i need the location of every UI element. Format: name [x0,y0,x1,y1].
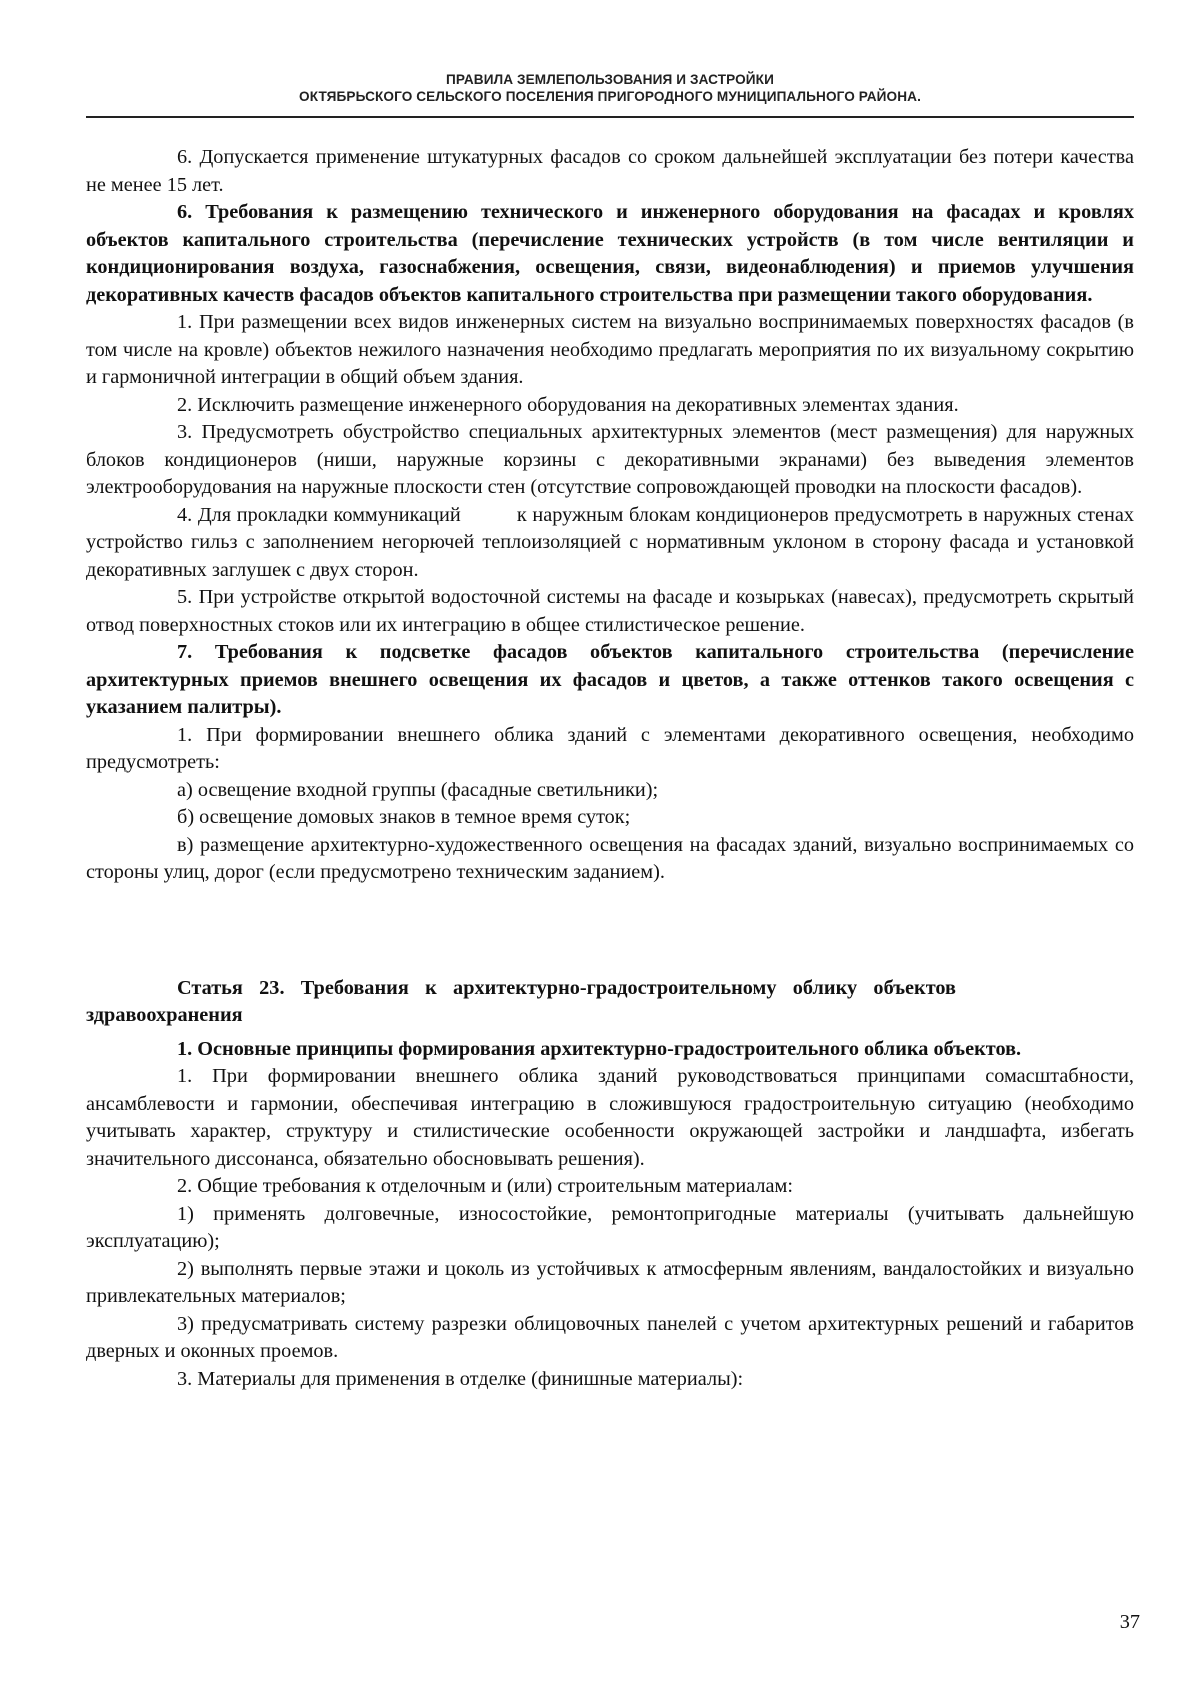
article-title: Статья 23. Требования к архитектурно-градостроительному облику объектов здравоохранения [86,976,956,1026]
header-line-2: ОКТЯБРЬСКОГО СЕЛЬСКОГО ПОСЕЛЕНИЯ ПРИГОРОДНОГО МУНИЦИПАЛЬНОГО РАЙОНА. [299,89,921,104]
document-body [86,144,1140,1393]
header-line-1: ПРАВИЛА ЗЕМЛЕПОЛЬЗОВАНИЯ И ЗАСТРОЙКИ [446,72,774,87]
paragraph-equipment-5: 5. При устройстве открытой водосточной системы на фасаде и козырьках (навесах), предусмотреть скрытый отвод поверхностных стоков или их интеграцию в общее стилистическое решение. [86,586,1134,636]
paragraph-principles-3: 3. Материалы для применения в отделке (финишные материалы): [177,1367,744,1390]
header-divider [86,116,1134,118]
page-number: 37 [1119,1611,1140,1633]
paragraph-equipment-1: 1. При размещении всех видов инженерных систем на визуально воспринимаемых поверхностях фасадов (в том числе на кровле) объектов нежилого назначения необходимо предлагать мероприятия по их визуальному сокрытию и гармоничной интеграции в общий объем здания. [86,311,1134,388]
list-item-materials-1: 1) применять долговечные, износостойкие, ремонтопригодные материалы (учитывать дальнейшую эксплуатацию); [86,1202,1134,1252]
paragraph-equipment-3: 3. Предусмотреть обустройство специальных архитектурных элементов (мест размещения) для наружных блоков кондиционеров (ниши, наружные корзины с декоративными экранами) без выведения элементов электрооборудования на наружные плоскости стен (отсутствие сопровождающей проводки на плоскости фасадов). [86,421,1134,498]
section-heading-principles: 1. Основные принципы формирования архитектурно-градостроительного облика объектов. [177,1037,1022,1060]
paragraph-facade-plaster: 6. Допускается применение штукатурных фасадов со сроком дальнейшей эксплуатации без потери качества не менее 15 лет. [86,146,1134,196]
section-heading-lighting: 7. Требования к подсветке фасадов объектов капитального строительства (перечисление архитектурных приемов внешнего освещения их фасадов и цветов, а также оттенков такого освещения с указанием палитры). [86,641,1134,718]
paragraph-principles-1: 1. При формировании внешнего облика зданий руководствоваться принципами сомасштабности, ансамблевости и гармонии, обеспечивая интеграцию в сложившуюся градостроительную ситуацию (необходимо учитывать характер, структуру и стилистические особенности окружающей застройки и ландшафта, избегать значительного диссонанса, обязательно обосновывать решения). [86,1065,1134,1170]
list-item-lighting-b: б) освещение домовых знаков в темное время суток; [177,806,631,828]
list-item-materials-3: 3) предусматривать систему разрезки облицовочных панелей с учетом архитектурных решений и габаритов дверных и оконных проемов. [86,1312,1134,1362]
paragraph-lighting-1: 1. При формировании внешнего облика зданий с элементами декоративного освещения, необходимо предусмотреть: [86,723,1134,773]
paragraph-principles-2: 2. Общие требования к отделочным и (или) строительным материалам: [177,1175,793,1197]
list-item-materials-2: 2) выполнять первые этажи и цоколь из устойчивых к атмосферным явлениям, вандалостойких и визуально привлекательных материалов; [86,1257,1134,1307]
list-item-lighting-a: а) освещение входной группы (фасадные светильники); [177,778,659,801]
section-heading-equipment: 6. Требования к размещению технического и инженерного оборудования на фасадах и кровлях объектов капитального строительства (перечисление технических устройств (в том числе вентиляции и кондиционирования воздуха, газоснабжения, освещения, связи, видеонаблюдения) и приемов улучшения декоративных качеств фасадов объектов капитального строительства при размещении такого оборудования. [86,201,1134,306]
list-item-lighting-c: в) размещение архитектурно-художественного освещения на фасадах зданий, визуально воспринимаемых со стороны улиц, дорог (если предусмотрено техническим заданием). [86,833,1134,883]
running-header [86,71,1134,105]
paragraph-equipment-4: 4. Для прокладки коммуникаций к наружным блокам кондиционеров предусмотреть в наружных стенах устройство гильз с заполнением негорючей теплоизоляцией с нормативным уклоном в сторону фасада и установкой декоративных заглушек с двух сторон. [86,503,1140,581]
paragraph-equipment-2: 2. Исключить размещение инженерного оборудования на декоративных элементах здания. [177,393,959,416]
spacer [86,887,1134,975]
